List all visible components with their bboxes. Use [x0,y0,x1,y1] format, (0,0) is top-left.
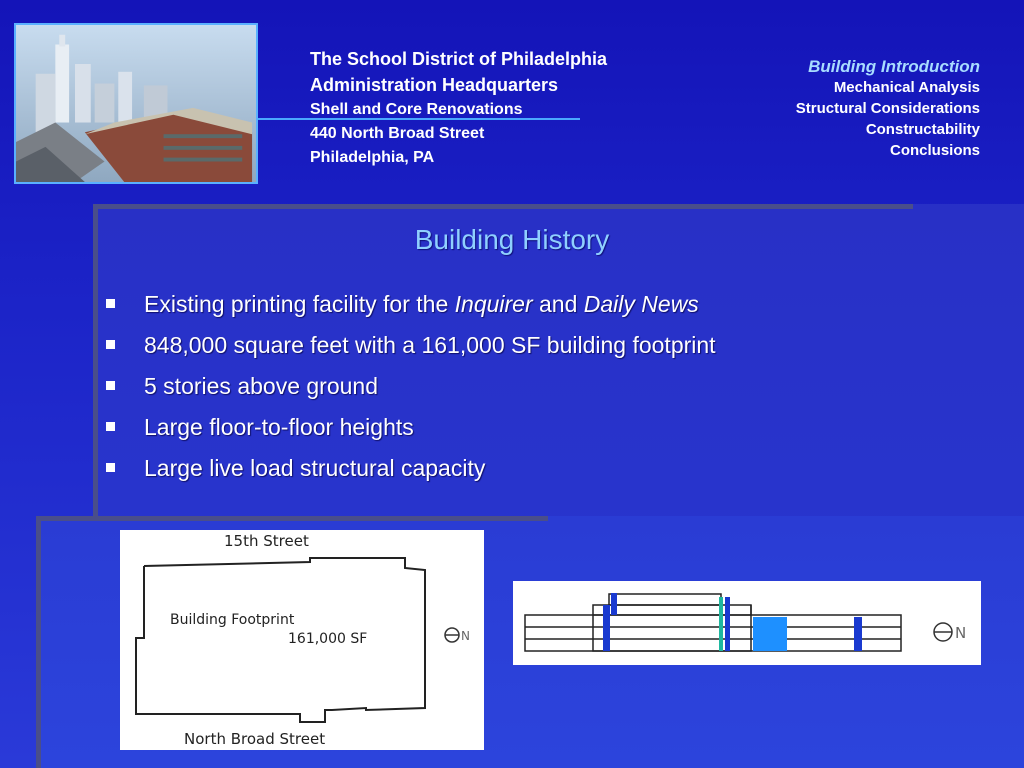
north-arrow-icon [445,628,459,642]
bullet-item [104,409,716,450]
bullet-text: Large floor-to-floor heights [144,414,414,440]
bullet-text: Existing printing facility for the [144,291,455,317]
bullet-item [104,286,716,327]
city-state: Philadelphia, PA [310,149,435,166]
nav-item-structural-considerations[interactable]: Structural Considerations [795,100,980,117]
section-nav [796,56,980,161]
bullet-text: and [532,291,584,317]
bullet-text-daily-news: Daily News [583,291,699,317]
footprint-plan [120,530,484,750]
square-bullet-icon [106,381,115,390]
street-address: 440 North Broad Street [310,125,485,142]
elevation-stair-left [611,593,617,615]
bullet-item [104,368,716,409]
slide-title: Building History [414,224,610,255]
bullet-text: 848,000 square feet with a 161,000 SF building footprint [144,332,716,358]
panel-top-border [93,204,913,209]
nav-item-building-introduction[interactable]: Building Introduction [808,57,980,76]
bullet-text: 5 stories above ground [144,373,378,399]
elevation-core-left [603,605,610,651]
bottom-street-label: North Broad Street [184,730,326,748]
top-street-label: 15th Street [224,532,309,550]
lower-panel-left-border [36,516,41,768]
bullet-item [104,327,716,368]
project-scope: Shell and Core Renovations [310,101,523,118]
district-name: The School District of Philadelphia [310,49,608,69]
building-elevation [513,581,981,665]
building-photo [14,23,258,184]
nav-item-mechanical-analysis[interactable]: Mechanical Analysis [833,79,980,96]
elevation-light-block [753,617,787,651]
elevation-penthouse [609,594,721,605]
bullet-text: Large live load structural capacity [144,455,486,481]
nav-item-conclusions[interactable]: Conclusions [889,142,980,159]
bullet-text-inquirer: Inquirer [454,291,533,317]
square-bullet-icon [106,340,115,349]
elevation-main-block [525,615,901,651]
building-name: Administration Headquarters [310,75,559,95]
elevation-shaft-blue [725,597,730,651]
elevation-core-right [854,617,862,651]
north-label: N [955,624,967,642]
square-bullet-icon [106,422,115,431]
north-arrow-icon [934,623,952,641]
square-bullet-icon [106,299,115,308]
nav-item-constructability[interactable]: Constructability [865,121,980,138]
bullet-item [104,450,716,491]
north-label: N [461,629,470,643]
project-info [310,46,607,170]
footprint-area: 161,000 SF [288,631,368,647]
lower-panel-top-border [36,516,548,521]
elevation-shaft-teal [719,597,723,651]
footprint-outline [136,558,425,722]
footprint-label: Building Footprint [170,612,295,628]
square-bullet-icon [106,463,115,472]
bullet-list [104,286,716,491]
